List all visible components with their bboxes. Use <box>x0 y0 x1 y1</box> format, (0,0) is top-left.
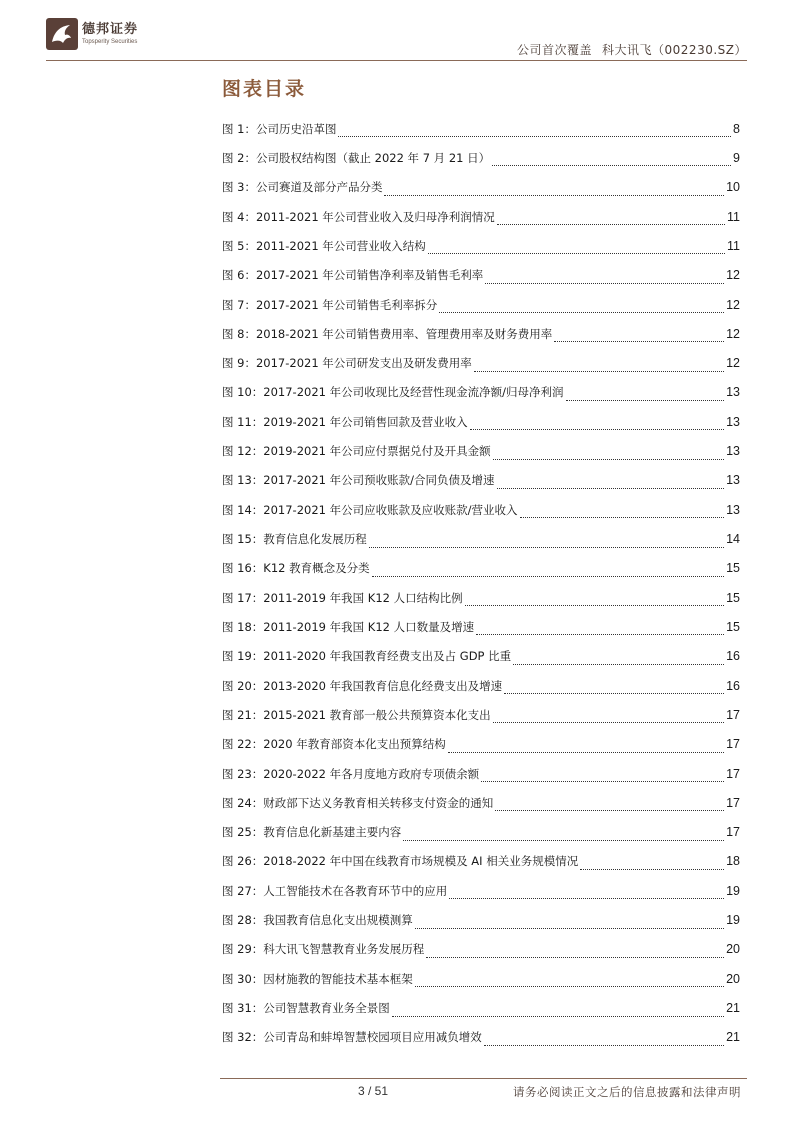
toc-entry-page: 17 <box>726 825 740 840</box>
toc-entry-page: 9 <box>733 150 740 165</box>
brand-logo-icon <box>46 18 78 50</box>
toc-entry[interactable] <box>222 788 740 817</box>
toc-entry-page: 19 <box>726 883 740 898</box>
toc-entry[interactable] <box>222 847 740 876</box>
toc-entry-label: 图 1：公司历史沿革图 <box>222 121 337 136</box>
figure-toc-list <box>222 114 740 1052</box>
toc-entry-label: 图 21：2015-2021 教育部一般公共预算资本化支出 <box>222 707 491 722</box>
toc-dot-leader <box>474 361 724 372</box>
toc-entry-label: 图 24：财政部下达义务教育相关转移支付资金的通知 <box>222 795 494 810</box>
toc-dot-leader <box>520 507 725 518</box>
toc-dot-leader <box>372 566 724 577</box>
toc-entry-page: 16 <box>726 678 740 693</box>
toc-entry-page: 13 <box>726 414 740 429</box>
toc-dot-leader <box>485 273 724 284</box>
toc-entry[interactable] <box>222 964 740 993</box>
toc-dot-leader <box>384 185 724 196</box>
toc-entry[interactable] <box>222 173 740 202</box>
toc-entry-page: 14 <box>726 532 740 547</box>
toc-entry-page: 16 <box>726 649 740 664</box>
toc-dot-leader <box>428 243 725 254</box>
toc-entry-label: 图 14：2017-2021 年公司应收账款及应收账款/营业收入 <box>222 502 518 517</box>
toc-entry-page: 12 <box>726 356 740 371</box>
toc-entry[interactable] <box>222 466 740 495</box>
toc-entry-label: 图 20：2013-2020 年我国教育信息化经费支出及增速 <box>222 678 503 693</box>
toc-entry[interactable] <box>222 143 740 172</box>
toc-entry-label: 图 30：因材施教的智能技术基本框架 <box>222 971 413 986</box>
toc-entry[interactable] <box>222 612 740 641</box>
toc-entry[interactable] <box>222 554 740 583</box>
toc-entry[interactable] <box>222 642 740 671</box>
toc-entry[interactable] <box>222 700 740 729</box>
toc-entry-label: 图 19：2011-2020 年我国教育经费支出及占 GDP 比重 <box>222 649 512 664</box>
toc-entry-label: 图 11：2019-2021 年公司销售回款及营业收入 <box>222 414 468 429</box>
toc-entry-page: 21 <box>726 1001 740 1016</box>
toc-entry-page: 13 <box>726 502 740 517</box>
toc-entry-page: 12 <box>726 326 740 341</box>
toc-entry-page: 17 <box>726 737 740 752</box>
toc-entry-label: 图 12：2019-2021 年公司应付票据兑付及开具金额 <box>222 444 491 459</box>
toc-dot-leader <box>513 654 724 665</box>
toc-dot-leader <box>439 302 724 313</box>
toc-dot-leader <box>369 537 724 548</box>
toc-dot-leader <box>497 214 725 225</box>
toc-entry-page: 18 <box>726 854 740 869</box>
report-header <box>517 41 747 58</box>
toc-entry[interactable] <box>222 495 740 524</box>
toc-dot-leader <box>497 478 725 489</box>
toc-entry[interactable] <box>222 671 740 700</box>
toc-entry-page: 17 <box>726 707 740 722</box>
toc-entry-label: 图 5：2011-2021 年公司营业收入结构 <box>222 238 426 253</box>
toc-entry[interactable] <box>222 993 740 1022</box>
toc-entry[interactable] <box>222 231 740 260</box>
toc-entry[interactable] <box>222 759 740 788</box>
toc-dot-leader <box>415 918 724 929</box>
toc-entry-page: 17 <box>726 795 740 810</box>
toc-dot-leader <box>492 155 731 166</box>
toc-entry-label: 图 16：K12 教育概念及分类 <box>222 561 370 576</box>
toc-dot-leader <box>403 830 724 841</box>
toc-dot-leader <box>448 742 724 753</box>
header-divider <box>46 60 747 61</box>
toc-dot-leader <box>465 595 724 606</box>
toc-entry-label: 图 29：科大讯飞智慧教育业务发展历程 <box>222 942 425 957</box>
toc-entry-label: 图 8：2018-2021 年公司销售费用率、管理费用率及财务费用率 <box>222 326 553 341</box>
brand-logo <box>46 18 138 50</box>
toc-dot-leader <box>449 888 724 899</box>
toc-entry[interactable] <box>222 202 740 231</box>
report-type: 公司首次覆盖 <box>517 43 593 57</box>
toc-entry[interactable] <box>222 905 740 934</box>
toc-entry-label: 图 22：2020 年教育部资本化支出预算结构 <box>222 737 446 752</box>
toc-dot-leader <box>476 624 724 635</box>
toc-entry[interactable] <box>222 290 740 319</box>
toc-entry[interactable] <box>222 319 740 348</box>
toc-entry-label: 图 25：教育信息化新基建主要内容 <box>222 825 402 840</box>
toc-entry-label: 图 4：2011-2021 年公司营业收入及归母净利润情况 <box>222 209 495 224</box>
toc-entry-page: 11 <box>727 209 740 224</box>
toc-entry[interactable] <box>222 378 740 407</box>
toc-entry-page: 15 <box>726 561 740 576</box>
toc-entry[interactable] <box>222 261 740 290</box>
toc-entry-page: 11 <box>727 238 740 253</box>
toc-entry-page: 8 <box>733 121 740 136</box>
toc-entry-page: 15 <box>726 590 740 605</box>
toc-entry-label: 图 3：公司赛道及部分产品分类 <box>222 180 383 195</box>
toc-entry[interactable] <box>222 818 740 847</box>
toc-dot-leader <box>426 947 724 958</box>
toc-entry-page: 12 <box>726 297 740 312</box>
toc-entry[interactable] <box>222 524 740 553</box>
toc-entry-label: 图 9：2017-2021 年公司研发支出及研发费用率 <box>222 356 472 371</box>
toc-entry-label: 图 31：公司智慧教育业务全景图 <box>222 1001 390 1016</box>
toc-dot-leader <box>566 390 725 401</box>
toc-title: 图表目录 <box>222 78 307 100</box>
toc-dot-leader <box>493 712 724 723</box>
company-ticker: 科大讯飞（002230.SZ） <box>602 43 747 57</box>
toc-entry-label: 图 27：人工智能技术在各教育环节中的应用 <box>222 883 448 898</box>
toc-dot-leader <box>415 976 724 987</box>
toc-entry[interactable] <box>222 407 740 436</box>
toc-entry-label: 图 13：2017-2021 年公司预收账款/合同负债及增速 <box>222 473 495 488</box>
toc-entry-page: 12 <box>726 268 740 283</box>
toc-dot-leader <box>495 800 724 811</box>
toc-entry[interactable] <box>222 114 740 143</box>
toc-entry-label: 图 7：2017-2021 年公司销售毛利率拆分 <box>222 297 438 312</box>
toc-entry-label: 图 10：2017-2021 年公司收现比及经营性现金流净额/归母净利润 <box>222 385 564 400</box>
disclaimer-note: 请务必阅读正文之后的信息披露和法律声明 <box>513 1085 741 1099</box>
toc-entry[interactable] <box>222 1023 740 1052</box>
toc-entry-page: 20 <box>726 942 740 957</box>
toc-entry-label: 图 26：2018-2022 年中国在线教育市场规模及 AI 相关业务规模情况 <box>222 854 579 869</box>
toc-dot-leader <box>493 449 724 460</box>
toc-dot-leader <box>470 419 724 430</box>
toc-entry[interactable] <box>222 876 740 905</box>
toc-entry[interactable] <box>222 583 740 612</box>
footer-divider <box>220 1078 747 1079</box>
toc-entry[interactable] <box>222 349 740 378</box>
toc-dot-leader <box>481 771 724 782</box>
toc-dot-leader <box>580 859 724 870</box>
toc-dot-leader <box>484 1035 724 1046</box>
toc-entry-label: 图 6：2017-2021 年公司销售净利率及销售毛利率 <box>222 268 484 283</box>
toc-entry[interactable] <box>222 436 740 465</box>
toc-entry-label: 图 32：公司青岛和蚌埠智慧校园项目应用减负增效 <box>222 1030 482 1045</box>
toc-entry-page: 13 <box>726 473 740 488</box>
toc-entry-page: 21 <box>726 1030 740 1045</box>
toc-entry-page: 15 <box>726 619 740 634</box>
toc-dot-leader <box>554 331 724 342</box>
toc-dot-leader <box>338 126 731 137</box>
toc-entry-label: 图 23：2020-2022 年各月度地方政府专项债余额 <box>222 766 480 781</box>
toc-entry-page: 17 <box>726 766 740 781</box>
toc-entry-label: 图 18：2011-2019 年我国 K12 人口数量及增速 <box>222 619 475 634</box>
toc-entry-page: 13 <box>726 444 740 459</box>
toc-entry-page: 19 <box>726 913 740 928</box>
toc-entry[interactable] <box>222 730 740 759</box>
toc-dot-leader <box>504 683 724 694</box>
logo-company-name: 德邦证券 <box>82 22 139 37</box>
logo-company-name-en: Topsperity Securities <box>82 39 138 45</box>
toc-entry-label: 图 28：我国教育信息化支出规模测算 <box>222 913 413 928</box>
toc-entry-label: 图 15：教育信息化发展历程 <box>222 532 367 547</box>
toc-entry[interactable] <box>222 935 740 964</box>
toc-entry-label: 图 2：公司股权结构图（截止 2022 年 7 月 21 日） <box>222 150 491 165</box>
toc-entry-page: 10 <box>726 180 740 195</box>
toc-entry-page: 13 <box>726 385 740 400</box>
toc-entry-page: 20 <box>726 971 740 986</box>
toc-entry-label: 图 17：2011-2019 年我国 K12 人口结构比例 <box>222 590 463 605</box>
toc-dot-leader <box>392 1006 724 1017</box>
page-number: 3 / 51 <box>358 1084 389 1098</box>
